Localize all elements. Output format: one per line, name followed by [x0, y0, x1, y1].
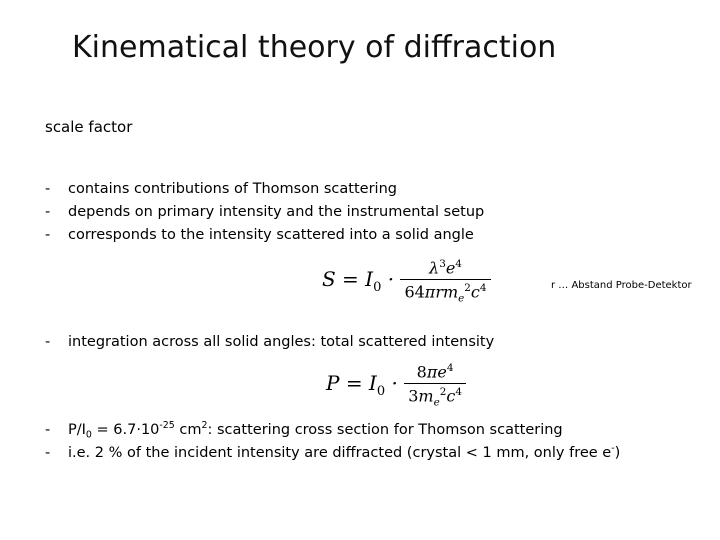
formula-scale-factor: $S = I_0$ · $\frac{\lambda^3e^4}{64\pi rm_e^2c^4}$	[322, 258, 491, 305]
formula-fraction: $\frac{\lambda^3e^4}{64\pi rm_e^2c^4}$	[400, 258, 490, 305]
bullet-setup	[45, 204, 484, 220]
ratio-exp: -25	[159, 420, 175, 431]
bullet-dash: -	[45, 421, 51, 438]
bullet-dash: -	[45, 334, 51, 350]
ratio-value: = 6.7·10	[91, 421, 160, 438]
ratio-sub: 0	[85, 429, 92, 441]
distance-note: r … Abstand Probe-Detektor	[551, 280, 692, 291]
section-label: scale factor	[45, 118, 133, 136]
bullet-dash: -	[45, 204, 51, 220]
formula-fraction: $\frac{8\pi e^4}{3m_e^2c^4}$	[404, 362, 466, 409]
bullet-dash: -	[45, 227, 51, 243]
slide-title: Kinematical theory of diffraction	[72, 30, 557, 65]
bullet-dash: -	[45, 444, 51, 461]
bullet-text: integration across all solid angles: total scattered intensity	[68, 334, 495, 350]
bullet-thomson	[45, 181, 397, 197]
percent-sup: -	[611, 443, 615, 454]
bullet-integration	[45, 334, 494, 350]
bullet-dash: -	[45, 181, 51, 197]
bullet-solid-angle	[45, 227, 474, 243]
bullet-text: depends on primary intensity and the instrumental setup	[68, 204, 485, 220]
formula-total-intensity: $P = I_0$ · $\frac{8\pi e^4}{3m_e^2c^4}$	[326, 362, 466, 409]
bullet-cross-section	[45, 420, 563, 441]
ratio-unit: cm	[174, 421, 202, 438]
ratio-rest: : scattering cross section for Thomson scattering	[207, 421, 563, 438]
percent-end: )	[614, 444, 621, 461]
bullet-text: contains contributions of Thomson scattering	[68, 181, 397, 197]
bullet-percent	[45, 443, 620, 461]
ratio-unit-exp: 2	[201, 420, 208, 431]
bullet-text: corresponds to the intensity scattered into a solid angle	[68, 227, 474, 243]
ratio-p: P/I	[68, 421, 86, 438]
percent-text: i.e. 2 % of the incident intensity are diffracted (crystal < 1 mm, only free e	[68, 444, 612, 461]
